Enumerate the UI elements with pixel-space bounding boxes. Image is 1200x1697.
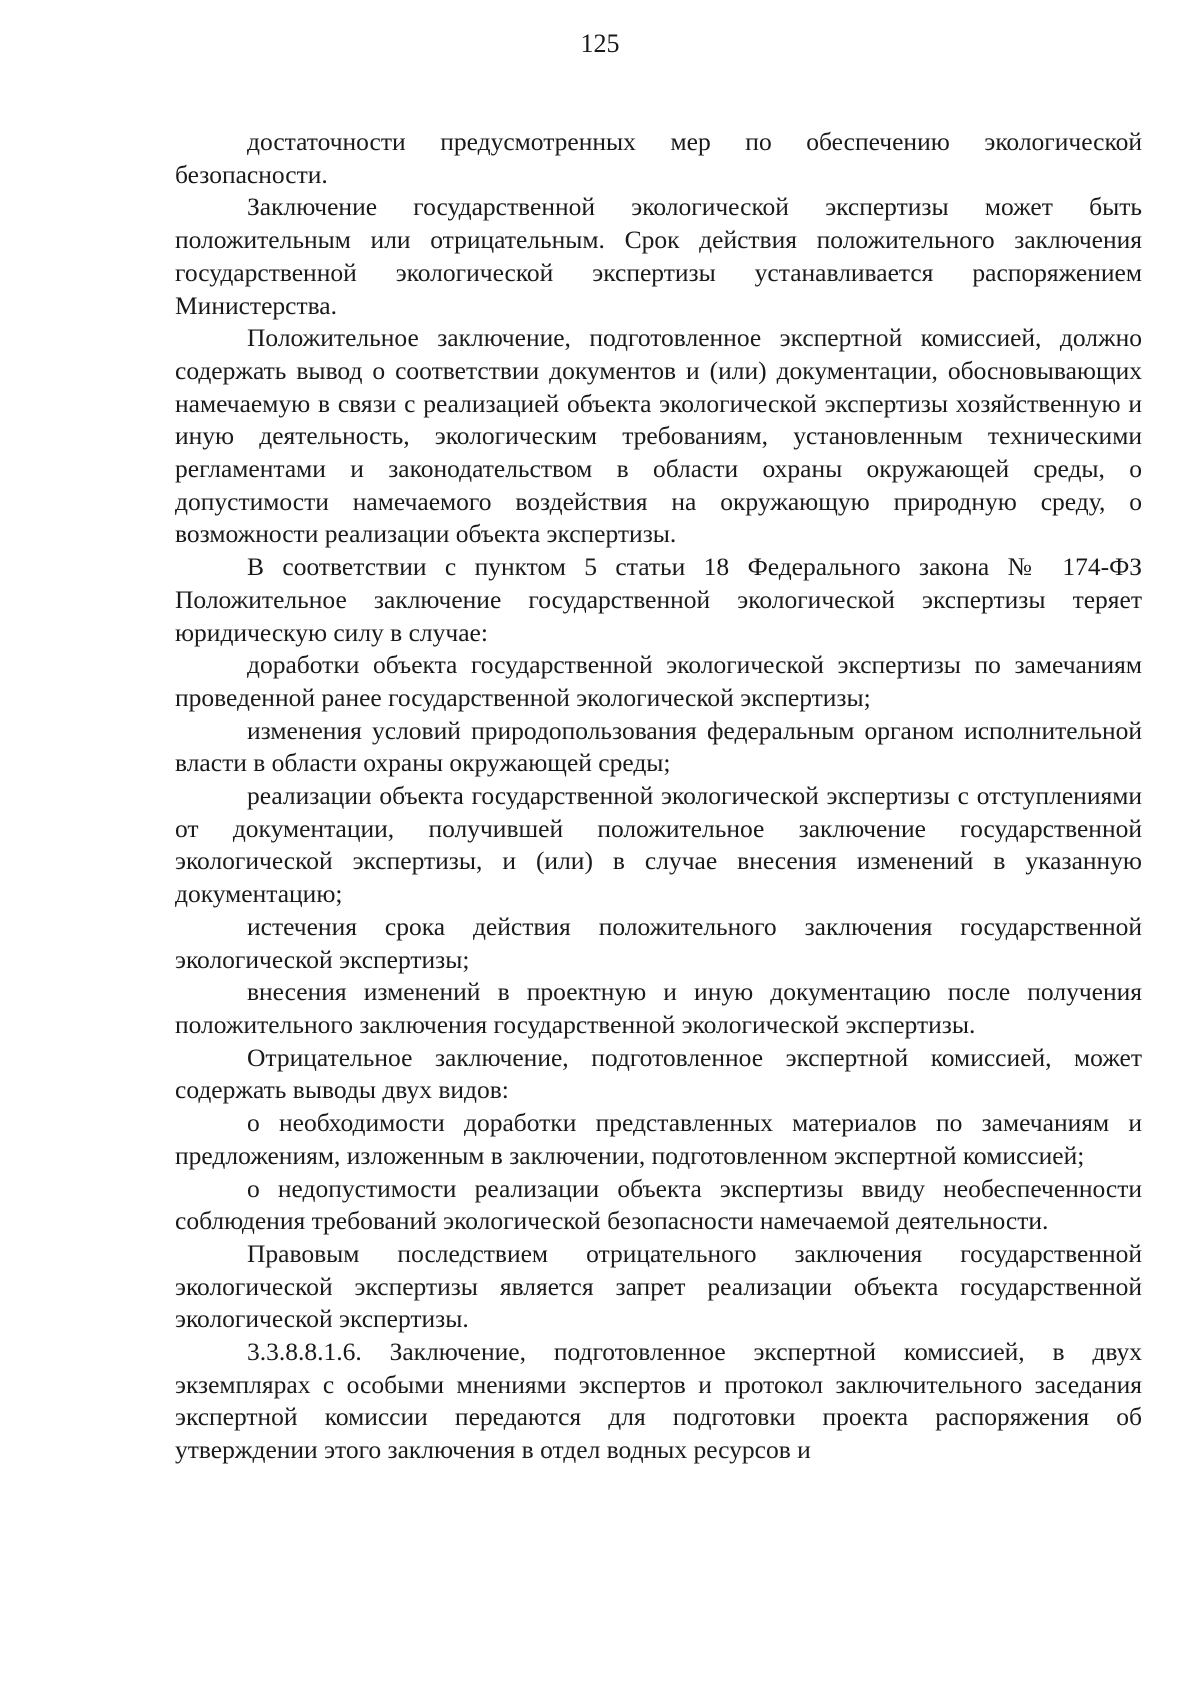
paragraph: Правовым последствием отрицательного заключения государственной экологической экспертизы является запрет реализации объекта государственной экологической экспертизы. bbox=[175, 1238, 1142, 1334]
paragraph: В соответствии с пунктом 5 статьи 18 Федерального закона № 174-ФЗ Положительное заключение государственной экологической экспертизы теряет юридическую силу в случае: bbox=[175, 552, 1142, 647]
list-item: доработки объекта государственной экологической экспертизы по замечаниям проведенной ранее государственной экологической экспертизы; bbox=[175, 650, 1142, 712]
paragraph: Положительное заключение, подготовленное экспертной комиссией, должно содержать вывод о соответствии документов и (или) документации, обосновывающих намечаемую в связи с реализацией объекта экологической экспертизы хозяйственную и иную деятельность, экологическим требованиям, установленным техническими регламентами и законодательством в области охраны окружающей среды, о допустимости намечаемого воздействия на окружающую природную среду, о возможности реализации объекта экспертизы. bbox=[175, 323, 1142, 549]
paragraph-section-clause: 3.3.8.8.1.6. Заключение, подготовленное экспертной комиссией, в двух экземплярах с особыми мнениями экспертов и протокол заключительного заседания экспертной комиссии передаются для подготовки проекта распоряжения об утверждении этого заключения в отдел водных ресурсов и bbox=[175, 1337, 1142, 1465]
list-item: реализации объекта государственной экологической экспертизы с отступлениями от документации, получившей положительное заключение государственной экологической экспертизы, и (или) в случае внесения изменений в указанную документацию; bbox=[175, 781, 1142, 909]
list-item: внесения изменений в проектную и иную документацию после получения положительного заключения государственной экологической экспертизы. bbox=[175, 977, 1142, 1039]
document-body bbox=[175, 126, 1142, 1467]
paragraph-continuation: достаточности предусмотренных мер по обеспечению экологической безопасности. bbox=[175, 127, 1142, 189]
page-number: 125 bbox=[580, 29, 620, 58]
list-item: изменения условий природопользования федеральным органом исполнительной власти в области охраны окружающей среды; bbox=[175, 715, 1142, 778]
list-item: о недопустимости реализации объекта экспертизы ввиду необеспеченности соблюдения требований экологической безопасности намечаемой деятельности. bbox=[175, 1173, 1142, 1236]
paragraph: Заключение государственной экологической экспертизы может быть положительным или отрицательным. Срок действия положительного заключения государственной экологической экспертизы устанавливается распоряжением Министерства. bbox=[175, 192, 1142, 320]
list-item: истечения срока действия положительного заключения государственной экологической экспертизы; bbox=[175, 911, 1142, 974]
list-item: о необходимости доработки представленных материалов по замечаниям и предложениям, изложенным в заключении, подготовленном экспертной комиссией; bbox=[175, 1108, 1142, 1170]
paragraph: Отрицательное заключение, подготовленное экспертной комиссией, может содержать выводы двух видов: bbox=[175, 1042, 1142, 1105]
